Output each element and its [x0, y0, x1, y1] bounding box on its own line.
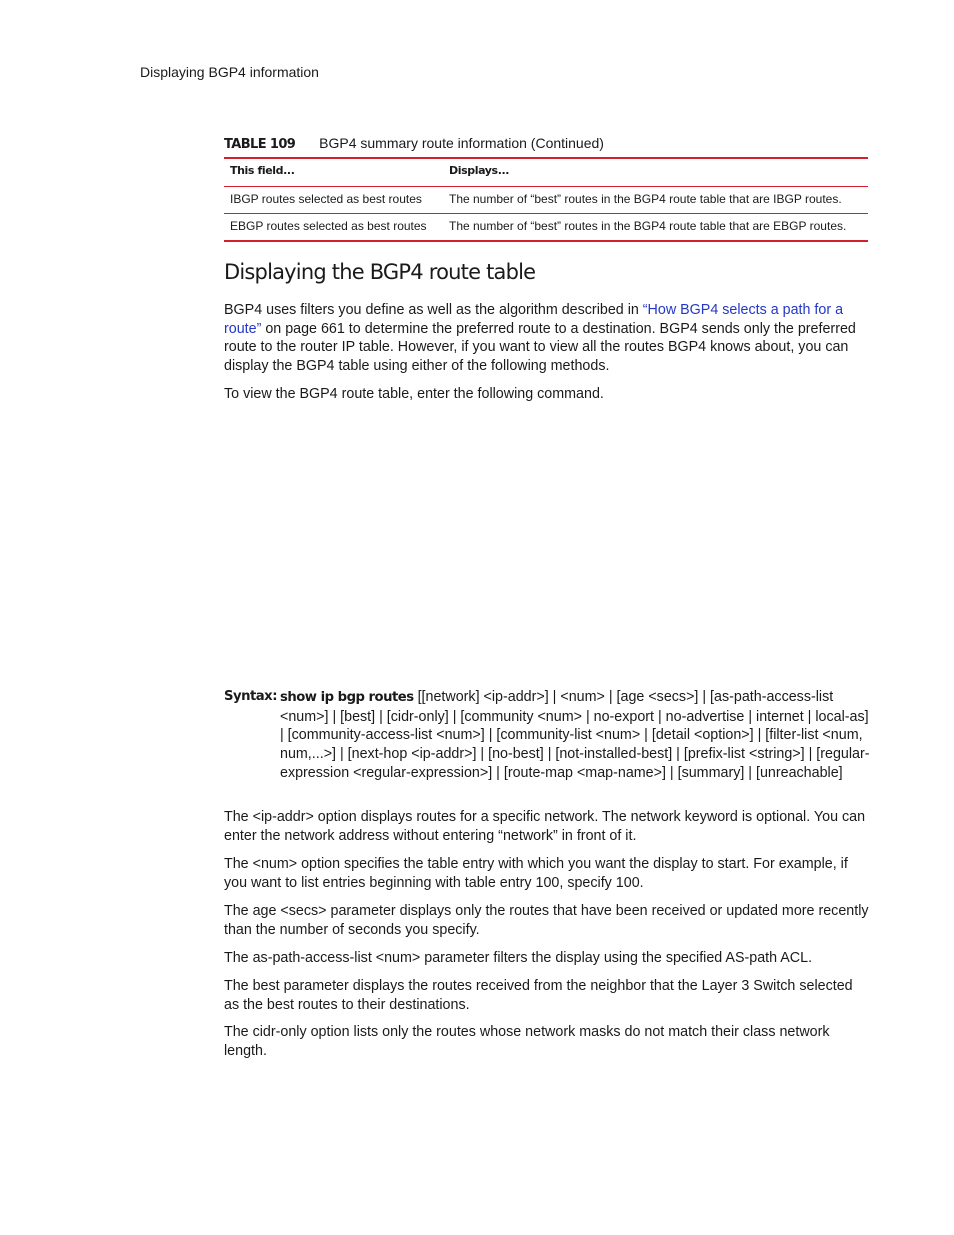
- table-cell: EBGP routes selected as best routes: [230, 219, 427, 233]
- intro-paragraph: [224, 301, 869, 376]
- table-row: [224, 214, 868, 242]
- summary-table: [224, 157, 868, 242]
- command-intro-paragraph: To view the BGP4 route table, enter the following command.: [224, 386, 604, 402]
- page-header: Displaying BGP4 information: [140, 64, 319, 80]
- num-paragraph: The <num> option specifies the table entry with which you want the display to start. For example, if you want to list entries beginning with table entry 100, specify 100.: [224, 856, 848, 891]
- syntax-block: [224, 688, 874, 783]
- cross-reference-link[interactable]: “How BGP4 selects a path for a route”: [224, 302, 844, 337]
- table-cell: The number of “best” routes in the BGP4 route table that are EBGP routes.: [449, 219, 847, 233]
- cidr-only-paragraph: The cidr-only option lists only the routes whose network masks do not match their class network length.: [224, 1024, 830, 1059]
- table-caption: [224, 135, 868, 152]
- intro-text-continued: on page 661 to determine the preferred route to a destination. BGP4 sends only the preferred route to the router IP table. However, if you want to view all the routes BGP4 knows about, you can display the BGP4 table using either of the following methods.: [224, 320, 856, 375]
- table-cell: IBGP routes selected as best routes: [224, 187, 443, 214]
- syntax-label: Syntax:: [224, 689, 277, 704]
- table-caption-text: BGP4 summary route information (Continued): [319, 135, 604, 151]
- table-cell: The number of “best” routes in the BGP4 route table that are IBGP routes.: [443, 187, 868, 214]
- syntax-command: show ip bgp routes: [280, 690, 414, 705]
- column-header-field: This field...: [224, 158, 443, 187]
- syntax-options: [[network] <ip-addr>] | <num> | [age <secs>] | [as-path-access-list <num>] | [best] | [cidr-only] | [community <num> | no-export | no-advertise | internet | local-as] | [community-access-list <num>] | [community-list <num> | [detail <option>] | [filter-list <num, num,...>] | [next-hop <ip-addr>] | [no-best] | [not-installed-best] | [prefix-list <string>] | [regular-expression <regular-expression>] | [route-map <map-name>] | [summary] | [unreachable]: [280, 689, 870, 781]
- age-paragraph: The age <secs> parameter displays only the routes that have been received or updated more recently than the number of seconds you specify.: [224, 903, 869, 938]
- column-header-displays: Displays...: [443, 158, 868, 187]
- table-number: TABLE 109: [224, 137, 296, 152]
- syntax-body: [280, 688, 874, 783]
- section-title: Displaying the BGP4 route table: [224, 260, 536, 284]
- ip-addr-paragraph: The <ip-addr> option displays routes for a specific network. The network keyword is optional. You can enter the network address without entering “network” in front of it.: [224, 809, 866, 844]
- as-path-paragraph: The as-path-access-list <num> parameter filters the display using the specified AS-path ACL.: [224, 950, 813, 966]
- table-row: [224, 187, 868, 214]
- best-paragraph: The best parameter displays the routes received from the neighbor that the Layer 3 Switch selected as the best routes to their destinations.: [224, 978, 853, 1013]
- table-header-row: [224, 158, 868, 187]
- intro-text: BGP4 uses filters you define as well as the algorithm described in: [224, 302, 643, 318]
